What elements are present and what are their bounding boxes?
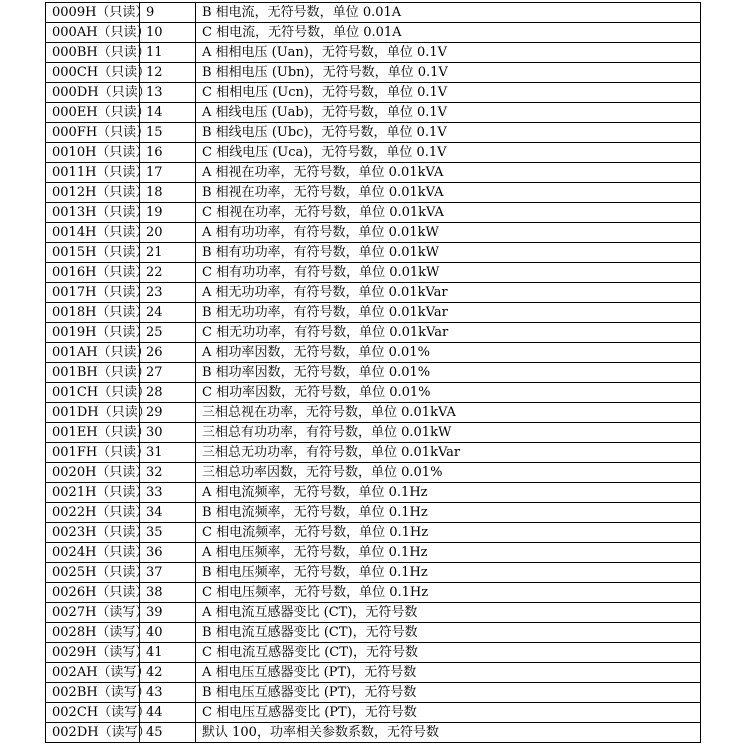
table-row — [46, 543, 701, 563]
register-address-cell: 001DH（只读） — [46, 403, 140, 423]
register-number-cell: 24 — [140, 303, 196, 323]
table-row — [46, 283, 701, 303]
table-row — [46, 143, 701, 163]
register-number-cell: 36 — [140, 543, 196, 563]
register-address-cell: 0028H（读写） — [46, 623, 140, 643]
register-number-cell: 11 — [140, 43, 196, 63]
register-address-cell: 0016H（只读） — [46, 263, 140, 283]
table-row — [46, 103, 701, 123]
register-address-cell: 0020H（只读） — [46, 463, 140, 483]
register-description-cell: C 相有功功率，有符号数，单位 0.01kW — [196, 263, 701, 283]
register-number-cell: 45 — [140, 723, 196, 743]
table-row — [46, 243, 701, 263]
register-address-cell: 0027H（读写） — [46, 603, 140, 623]
table-row — [46, 683, 701, 703]
register-number-cell: 26 — [140, 343, 196, 363]
table-row — [46, 703, 701, 723]
register-number-cell: 28 — [140, 383, 196, 403]
register-number-cell: 23 — [140, 283, 196, 303]
register-address-cell: 000AH（只读） — [46, 23, 140, 43]
register-address-cell: 002DH（读写） — [46, 723, 140, 743]
register-description-cell: A 相电压频率，无符号数，单位 0.1Hz — [196, 543, 701, 563]
register-description-cell: 默认 100，功率相关参数系数，无符号数 — [196, 723, 701, 743]
register-address-cell: 0026H（只读） — [46, 583, 140, 603]
table-row — [46, 303, 701, 323]
register-description-cell: A 相电流互感器变比 (CT)，无符号数 — [196, 603, 701, 623]
register-address-cell: 002BH（读写） — [46, 683, 140, 703]
register-description-cell: A 相有功功率，有符号数，单位 0.01kW — [196, 223, 701, 243]
table-row — [46, 43, 701, 63]
register-number-cell: 9 — [140, 3, 196, 23]
register-description-cell: C 相无功功率，有符号数，单位 0.01kVar — [196, 323, 701, 343]
register-description-cell: C 相电流频率，无符号数，单位 0.1Hz — [196, 523, 701, 543]
register-number-cell: 17 — [140, 163, 196, 183]
register-address-cell: 0017H（只读） — [46, 283, 140, 303]
register-address-cell: 0015H（只读） — [46, 243, 140, 263]
register-address-cell: 0019H（只读） — [46, 323, 140, 343]
table-row — [46, 463, 701, 483]
register-address-cell: 0022H（只读） — [46, 503, 140, 523]
register-number-cell: 33 — [140, 483, 196, 503]
register-description-cell: A 相电压互感器变比 (PT)，无符号数 — [196, 663, 701, 683]
table-row — [46, 83, 701, 103]
table-row — [46, 583, 701, 603]
register-description-cell: B 相视在功率，无符号数，单位 0.01kVA — [196, 183, 701, 203]
register-address-cell: 0010H（只读） — [46, 143, 140, 163]
register-number-cell: 20 — [140, 223, 196, 243]
table-row — [46, 383, 701, 403]
table-row — [46, 23, 701, 43]
register-number-cell: 41 — [140, 643, 196, 663]
register-address-cell: 000CH（只读） — [46, 63, 140, 83]
register-description-cell: C 相线电压 (Uca)，无符号数，单位 0.1V — [196, 143, 701, 163]
table-row — [46, 203, 701, 223]
register-number-cell: 19 — [140, 203, 196, 223]
register-table-body — [46, 3, 701, 743]
register-number-cell: 16 — [140, 143, 196, 163]
table-row — [46, 343, 701, 363]
register-address-cell: 002AH（读写） — [46, 663, 140, 683]
register-number-cell: 32 — [140, 463, 196, 483]
register-description-cell: B 相电流频率，无符号数，单位 0.1Hz — [196, 503, 701, 523]
register-description-cell: C 相相电压 (Ucn)，无符号数，单位 0.1V — [196, 83, 701, 103]
table-row — [46, 3, 701, 23]
register-number-cell: 14 — [140, 103, 196, 123]
register-description-cell: B 相电压频率，无符号数，单位 0.1Hz — [196, 563, 701, 583]
register-address-cell: 000EH（只读） — [46, 103, 140, 123]
register-description-cell: C 相功率因数，无符号数，单位 0.01% — [196, 383, 701, 403]
register-description-cell: 三相总无功功率，有符号数，单位 0.01kVar — [196, 443, 701, 463]
register-description-cell: C 相视在功率，无符号数，单位 0.01kVA — [196, 203, 701, 223]
register-description-cell: 三相总有功功率，有符号数，单位 0.01kW — [196, 423, 701, 443]
table-row — [46, 323, 701, 343]
register-address-cell: 001AH（只读） — [46, 343, 140, 363]
register-number-cell: 37 — [140, 563, 196, 583]
register-description-cell: C 相电压频率，无符号数，单位 0.1Hz — [196, 583, 701, 603]
register-number-cell: 43 — [140, 683, 196, 703]
table-row — [46, 503, 701, 523]
table-row — [46, 523, 701, 543]
table-row — [46, 443, 701, 463]
table-row — [46, 403, 701, 423]
register-address-cell: 000BH（只读） — [46, 43, 140, 63]
table-row — [46, 263, 701, 283]
register-number-cell: 31 — [140, 443, 196, 463]
register-address-cell: 001FH（只读） — [46, 443, 140, 463]
register-address-cell: 0021H（只读） — [46, 483, 140, 503]
register-number-cell: 35 — [140, 523, 196, 543]
table-row — [46, 63, 701, 83]
table-row — [46, 643, 701, 663]
register-number-cell: 21 — [140, 243, 196, 263]
register-number-cell: 12 — [140, 63, 196, 83]
register-number-cell: 13 — [140, 83, 196, 103]
register-address-cell: 0009H（只读） — [46, 3, 140, 23]
register-number-cell: 40 — [140, 623, 196, 643]
register-description-cell: C 相电流，无符号数，单位 0.01A — [196, 23, 701, 43]
register-description-cell: 三相总功率因数，无符号数，单位 0.01% — [196, 463, 701, 483]
register-description-cell: A 相功率因数，无符号数，单位 0.01% — [196, 343, 701, 363]
register-description-cell: B 相相电压 (Ubn)，无符号数，单位 0.1V — [196, 63, 701, 83]
register-number-cell: 25 — [140, 323, 196, 343]
table-row — [46, 363, 701, 383]
register-number-cell: 10 — [140, 23, 196, 43]
register-address-cell: 0023H（只读） — [46, 523, 140, 543]
register-address-cell: 002CH（读写） — [46, 703, 140, 723]
register-address-cell: 0018H（只读） — [46, 303, 140, 323]
register-description-cell: B 相功率因数，无符号数，单位 0.01% — [196, 363, 701, 383]
register-number-cell: 42 — [140, 663, 196, 683]
register-number-cell: 27 — [140, 363, 196, 383]
register-address-cell: 001EH（只读） — [46, 423, 140, 443]
register-address-cell: 0024H（只读） — [46, 543, 140, 563]
register-number-cell: 30 — [140, 423, 196, 443]
register-description-cell: A 相视在功率，无符号数，单位 0.01kVA — [196, 163, 701, 183]
register-description-cell: 三相总视在功率，无符号数，单位 0.01kVA — [196, 403, 701, 423]
table-row — [46, 563, 701, 583]
register-description-cell: B 相线电压 (Ubc)，无符号数，单位 0.1V — [196, 123, 701, 143]
table-row — [46, 223, 701, 243]
register-address-cell: 0012H（只读） — [46, 183, 140, 203]
table-row — [46, 483, 701, 503]
register-address-cell: 0025H（只读） — [46, 563, 140, 583]
register-description-cell: B 相电压互感器变比 (PT)，无符号数 — [196, 683, 701, 703]
register-description-cell: A 相电流频率，无符号数，单位 0.1Hz — [196, 483, 701, 503]
register-description-cell: B 相电流，无符号数，单位 0.01A — [196, 3, 701, 23]
table-row — [46, 723, 701, 743]
register-number-cell: 44 — [140, 703, 196, 723]
register-description-cell: C 相电压互感器变比 (PT)，无符号数 — [196, 703, 701, 723]
table-row — [46, 183, 701, 203]
table-row — [46, 603, 701, 623]
table-row — [46, 123, 701, 143]
register-description-cell: A 相线电压 (Uab)，无符号数，单位 0.1V — [196, 103, 701, 123]
register-address-cell: 0014H（只读） — [46, 223, 140, 243]
register-description-cell: A 相相电压 (Uan)，无符号数，单位 0.1V — [196, 43, 701, 63]
register-address-cell: 0029H（读写） — [46, 643, 140, 663]
table-row — [46, 163, 701, 183]
register-description-cell: C 相电流互感器变比 (CT)，无符号数 — [196, 643, 701, 663]
register-address-cell: 000DH（只读） — [46, 83, 140, 103]
table-row — [46, 663, 701, 683]
register-address-cell: 0011H（只读） — [46, 163, 140, 183]
register-number-cell: 18 — [140, 183, 196, 203]
register-number-cell: 29 — [140, 403, 196, 423]
register-number-cell: 34 — [140, 503, 196, 523]
register-address-cell: 000FH（只读） — [46, 123, 140, 143]
register-address-cell: 0013H（只读） — [46, 203, 140, 223]
register-number-cell: 22 — [140, 263, 196, 283]
register-description-cell: B 相无功功率，有符号数，单位 0.01kVar — [196, 303, 701, 323]
register-table — [45, 2, 701, 743]
register-number-cell: 15 — [140, 123, 196, 143]
register-description-cell: B 相有功功率，有符号数，单位 0.01kW — [196, 243, 701, 263]
register-description-cell: A 相无功功率，有符号数，单位 0.01kVar — [196, 283, 701, 303]
register-number-cell: 39 — [140, 603, 196, 623]
register-number-cell: 38 — [140, 583, 196, 603]
table-row — [46, 423, 701, 443]
table-row — [46, 623, 701, 643]
register-description-cell: B 相电流互感器变比 (CT)，无符号数 — [196, 623, 701, 643]
register-address-cell: 001CH（只读） — [46, 383, 140, 403]
register-address-cell: 001BH（只读） — [46, 363, 140, 383]
